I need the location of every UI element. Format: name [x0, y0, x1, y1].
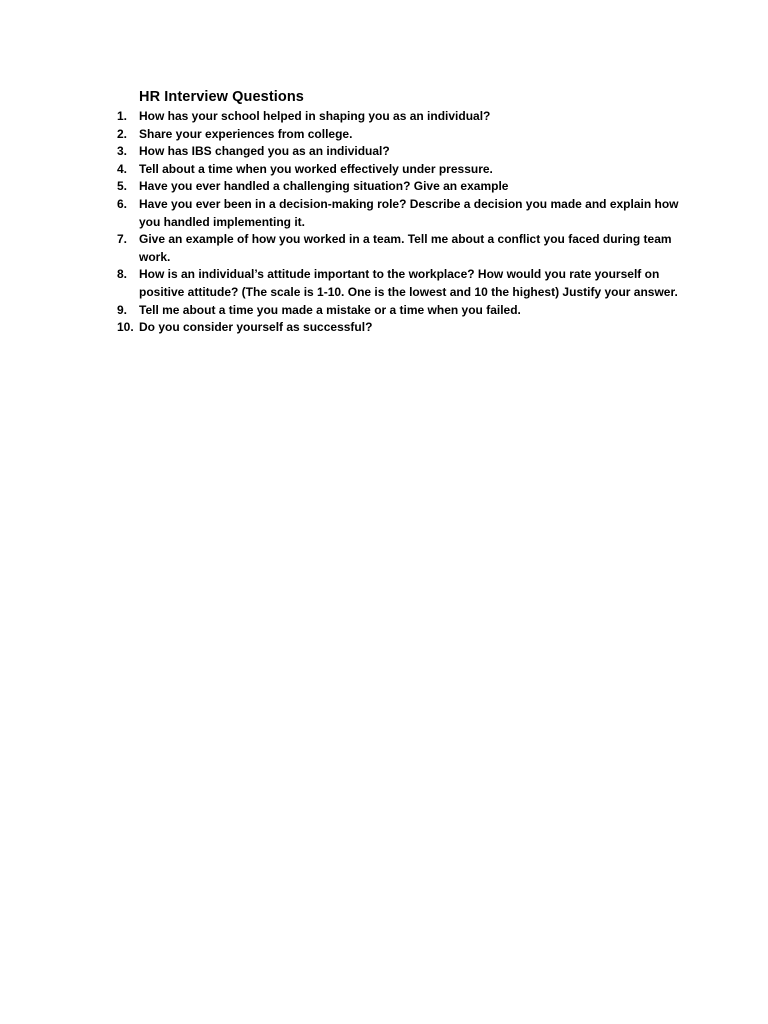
question-number: 5. — [117, 179, 128, 194]
question-item-1 — [112, 108, 680, 126]
question-number: 2. — [117, 126, 128, 141]
question-text: Do you consider yourself as successful? — [139, 320, 373, 335]
question-number: 4. — [117, 161, 128, 176]
question-text: Give an example of how you worked in a team. Tell me about a conflict you faced during team work. — [139, 232, 672, 264]
question-text: Have you ever handled a challenging situation? Give an example — [139, 179, 509, 194]
question-text: Share your experiences from college. — [139, 126, 353, 141]
question-text: How is an individual’s attitude important to the workplace? How would you rate yourself on positive attitude? (The scale is 1-10. One is the lowest and 10 the highest) Justify your answer. — [139, 267, 678, 299]
question-number: 1. — [117, 109, 128, 123]
question-number: 9. — [117, 302, 128, 317]
question-number: 3. — [117, 144, 128, 159]
question-number: 6. — [117, 196, 128, 211]
question-text: How has IBS changed you as an individual? — [139, 144, 390, 159]
question-item-10 — [112, 319, 680, 337]
question-text: How has your school helped in shaping you as an individual? — [139, 109, 491, 123]
question-item-2 — [112, 126, 680, 144]
question-text: Tell about a time when you worked effectively under pressure. — [139, 161, 493, 176]
question-number: 8. — [117, 267, 128, 282]
question-item-3 — [112, 143, 680, 161]
question-number: 7. — [117, 232, 128, 247]
question-item-6 — [112, 196, 680, 231]
question-item-8 — [112, 266, 680, 301]
question-text: Tell me about a time you made a mistake or a time when you failed. — [139, 302, 521, 317]
question-list — [112, 108, 680, 337]
page-title: HR Interview Questions — [139, 89, 304, 105]
question-item-7 — [112, 231, 680, 266]
question-item-4 — [112, 161, 680, 179]
question-text: Have you ever been in a decision-making role? Describe a decision you made and explain how you handled implementing it. — [139, 196, 679, 229]
question-item-9 — [112, 302, 680, 320]
question-item-5 — [112, 178, 680, 196]
question-number: 10. — [117, 320, 134, 335]
